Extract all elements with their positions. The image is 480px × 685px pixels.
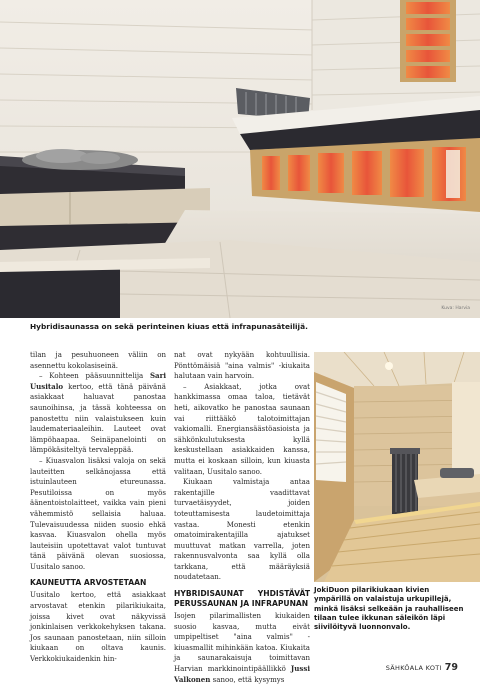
side-photo-sauna-interior <box>314 352 480 582</box>
side-photo-caption: JokiDuon pilarikiukaan kivien ympärillä on valaistuja urkupillejä, minkä lisäksi selkeään ja rauhalliseen tilaan tulee ikkunan säleikön läpi siivilöityvä luonnonvalo. <box>314 586 464 632</box>
text-column-1 <box>30 350 166 665</box>
page-footer <box>386 655 458 674</box>
section-heading: HYBRIDISAUNAT YHDISTÄVÄT PERUSSAUNAN JA INFRAPUNAN <box>174 589 310 609</box>
page-number: 79 <box>444 662 458 673</box>
person-name: Sari Uusitalo <box>30 371 166 391</box>
paragraph: nat ovat nykyään kohtuullisia. Pönttömäisiä "aina valmis" -kiukaita halutaan vain harvoin. <box>174 350 310 381</box>
section-heading: KAUNEUTTA ARVOSTETAAN <box>30 578 147 588</box>
text-column-2 <box>174 350 310 685</box>
paragraph: Isojen pilarimallisten kiukaiden suosio kasvaa, mutta eivät umpipeltiset "aina valmis" -kiuasmallit mihinkään katoa. Kiukaita ja saunarakaisuja toimittavan Harvian markkinointipäällikkö Jussi Valkonen sanoo, että kysymys <box>174 611 310 684</box>
paragraph: Uusitalo kertoo, että asiakkaat arvostavat etenkin pilarikiukaita, joissa kivet ovat näkyvissä jonkinlaisen verkkokehyksen takana. Jos saunaan panostetaan, niin silloin kiukaan on oltava kaunis. Verkkokiukaidenkin hin- <box>30 590 166 664</box>
paragraph: – Kiuasvalon lisäksi valoja on sekä lauteitten selkänojassa että istuinlauteen etureunassa. Pesutiloissa on myös äänentoistolaitteet, vaikka vain pieni vähemmistö sellaisia haluaa. Tulevaisuudessa niiden suosio ehkä kasvaa. Kiuasvalon ohella myös lauteisiin upotettavat valot tuntuvat tänä päivänä olevan suosiossa, Uusitalo sanoo. <box>30 455 166 571</box>
main-photo-caption: Hybridisaunassa on sekä perinteinen kiuas että infrapunasäteilijä. <box>30 322 308 331</box>
magazine-name: SÄHKÖALA KOTI <box>385 664 442 672</box>
paragraph: – Kohteen pääsuunnittelija Sari Uusitalo kertoo, että tänä päivänä asiakkaat haluavat panostaa saunoihinsa, ja tässä kohteessa on panostettu niin valaistukseen kuin laudemateriaaleihin. Lauteet ovat lämpöhaapaa. Seinäpanelointi on lämpökäsiteltyä tervaleppää. <box>30 371 166 455</box>
hero-photo-hybrid-sauna <box>0 0 480 318</box>
person-name: Jussi Valkonen <box>174 664 310 684</box>
paragraph: – Asiakkaat, jotka ovat hankkimassa omaa taloa, tietävät heti, aikovatko he panostaa saunaan vai riittääkö talotoimittajan vakiomalli. Energiansäästöasioista ja sähkönkulutuksesta kyllä keskustellaan asiakkaiden kanssa, mutta ei koskaan silloin, kun kiuasta valitaan, Uusitalo sanoo. <box>174 381 310 476</box>
photo-credit: Kuva: Harvia <box>441 306 470 311</box>
paragraph: Kiukaan valmistaja antaa rakentajille vaadittavat turvaetäisyydet, joiden toteuttamisesta laudetoimittaja vastaa. Monesti etenkin omatoimirakentajilla ajatukset muuttuvat matkan varrella, joten rakennusvalvonta saa kyllä olla tarkkana, että määräyksiä noudatetaan. <box>174 477 310 582</box>
paragraph: tilan ja pesuhuoneen väliin on asennettu kokolasiseinä. <box>30 350 166 370</box>
